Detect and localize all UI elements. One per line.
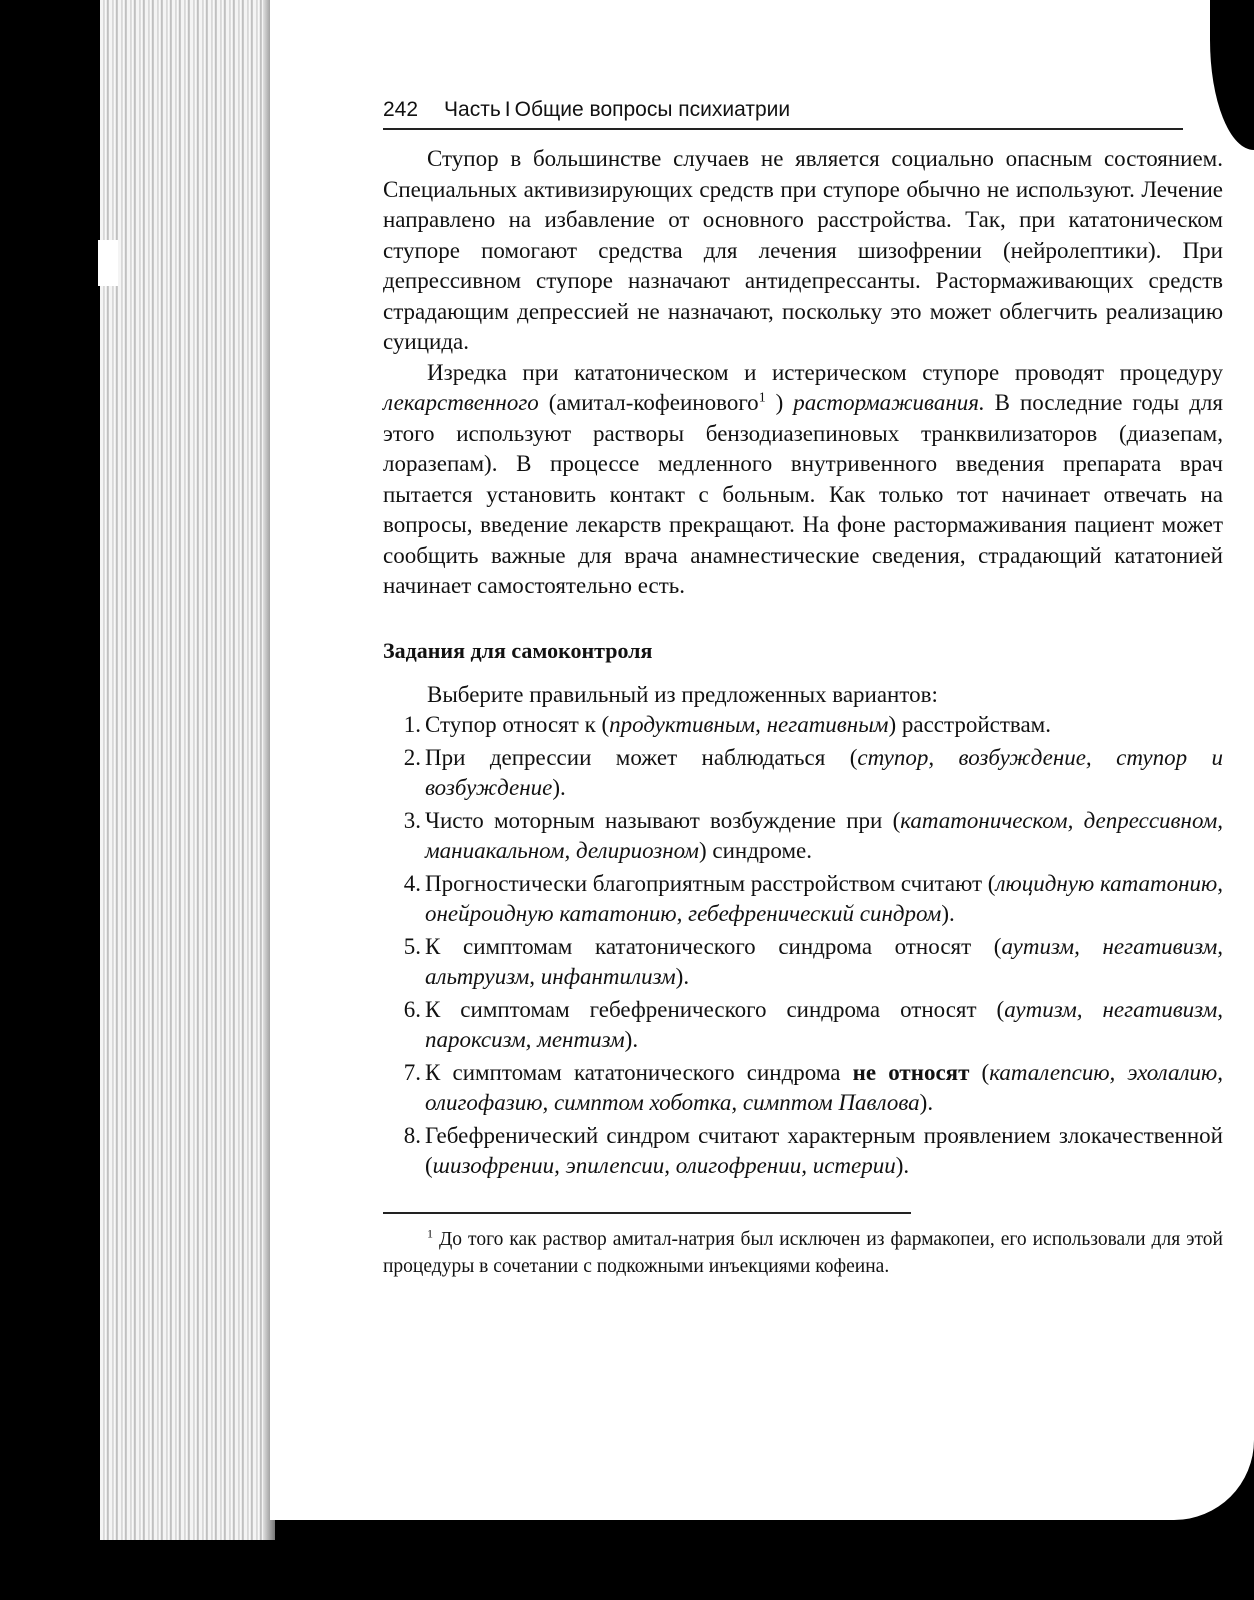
p2-part-a: Изредка при кататоническом и истерическом ступоре проводят процедуру (427, 359, 1223, 385)
task-text (425, 1121, 1223, 1182)
task-text-pre: Прогностически благоприятным расстройством считают ( (425, 870, 996, 896)
task-text (425, 869, 1223, 930)
task-item (383, 710, 1223, 741)
running-head (383, 96, 1183, 130)
task-text-post: ). (919, 1090, 934, 1115)
tasks-intro: Выберите правильный из предложенных вариантов: (427, 681, 938, 707)
task-list (383, 710, 1223, 1182)
task-text-post: ). (895, 1153, 910, 1178)
task-options: ступор, возбуждение, ступор и возбуждение (425, 744, 1223, 800)
task-text-pre: Чисто моторным называют возбуждение при ( (425, 807, 901, 833)
task-item (383, 869, 1223, 930)
task-text-pre: К симптомам кататонического синдрома относят ( (425, 933, 1002, 959)
task-text-post: ) синдроме. (698, 838, 812, 863)
part-label: Часть (444, 98, 501, 121)
page-content (383, 96, 1223, 1280)
task-item (383, 806, 1223, 867)
p2-part-b: (амитал-кофеинового (538, 390, 759, 415)
task-options: продуктивным, негативным (609, 712, 889, 737)
p2-italic-disinhibition: растормаживания. (793, 390, 985, 415)
section-title: Задания для самоконтроля (383, 637, 653, 663)
task-text-post: ). (941, 901, 955, 926)
task-emphasis: не относят (852, 1059, 970, 1085)
task-text-pre: При депрессии может наблюдаться ( (425, 744, 858, 770)
page-number: 242 (383, 98, 419, 121)
task-text-pre: К симптомам кататонического синдрома (425, 1059, 853, 1085)
page-edges-stack (100, 0, 275, 1540)
task-text (425, 743, 1223, 804)
p2-part-d: В последние годы для этого используют растворы бензодиазепиновых транквилизаторов (диазепам, лоразепам). В процессе медленного внутривенного введения препарата врач пытается установить контакт с больным. Как только тот начинает отвечать на вопросы, введение лекарств прекращают. На фоне растормаживания пациент может сообщить важные для врача анамнестические сведения, страдающий кататонией начинает самостоятельно есть. (383, 390, 1223, 598)
paragraph-stupor: Ступор в большинстве случаев не является социально опасным состоянием. Специальных активизирующих средств при ступоре обычно не используют. Лечение направлено на избавление от основного расстройства. Так, при кататоническом ступоре помогают средства для лечения шизофрении (нейролептики). При депрессивном ступоре назначают антидепрессанты. Растормаживающих средств страдающим депрессией не назначают, поскольку это может облегчить реализацию суицида. (383, 146, 1223, 354)
footnote (383, 1226, 1223, 1280)
task-item (383, 932, 1223, 993)
footnote-divider (383, 1212, 911, 1214)
task-text-pre: Ступор относят к ( (425, 712, 610, 737)
task-number: 8. (403, 1122, 421, 1148)
task-text-post: ). (624, 1027, 639, 1052)
task-number: 1. (403, 712, 421, 737)
task-text-pre: Гебефренический синдром считают характерным проявлением злокачественной ( (425, 1122, 1223, 1178)
task-text (425, 806, 1223, 867)
task-text (425, 710, 1223, 741)
paragraph-disinhibition (383, 358, 1223, 602)
footnote-marker: 1 (427, 1226, 433, 1240)
part-number: I (504, 98, 511, 121)
p2-italic-medicinal: лекарственного (383, 390, 539, 415)
task-text-pre: К симптомам гебефренического синдрома относят ( (425, 996, 1005, 1022)
task-number: 2. (403, 744, 421, 770)
footnote-ref: 1 (758, 390, 766, 406)
task-options: люцидную кататонию, онейроидную кататонию, гебефренический синдром (425, 870, 1224, 926)
task-item (383, 743, 1223, 804)
task-options: аутизм, негативизм, альтруизм, инфантилизм (425, 933, 1223, 989)
task-text-post: ) расстройствам. (888, 712, 1051, 737)
task-number: 4. (403, 870, 421, 896)
task-options: шизофрении, эпилепсии, олигофрении, истерии (432, 1153, 896, 1178)
task-text-post: ). (552, 775, 566, 800)
task-item (383, 1058, 1223, 1119)
task-item (383, 1121, 1223, 1182)
task-item (383, 995, 1223, 1056)
task-options: аутизм, негативизм, пароксизм, ментизм (425, 996, 1224, 1052)
spine-tab (98, 240, 118, 286)
task-number: 3. (403, 807, 421, 833)
task-text (425, 1058, 1223, 1119)
task-text-post: ). (675, 964, 690, 989)
chapter-title: Общие вопросы психиатрии (514, 98, 791, 121)
task-text-pre2: ( (969, 1059, 990, 1085)
task-number: 5. (403, 933, 421, 959)
p2-part-c: ) (765, 390, 794, 415)
task-text (425, 995, 1223, 1056)
task-number: 7. (403, 1059, 421, 1085)
task-options: кататоническом, депрессивном, маниакальном, делириозном (425, 807, 1223, 863)
task-options: каталепсию, эхолалию, олигофазию, симптом хоботка, симптом Павлова (425, 1059, 1223, 1115)
task-number: 6. (403, 996, 421, 1022)
task-text (425, 932, 1223, 993)
footnote-text: До того как раствор амитал-натрия был исключен из фармакопеи, его использовали для этой процедуры в сочетании с подкожными инъекциями кофеина. (383, 1228, 1223, 1277)
